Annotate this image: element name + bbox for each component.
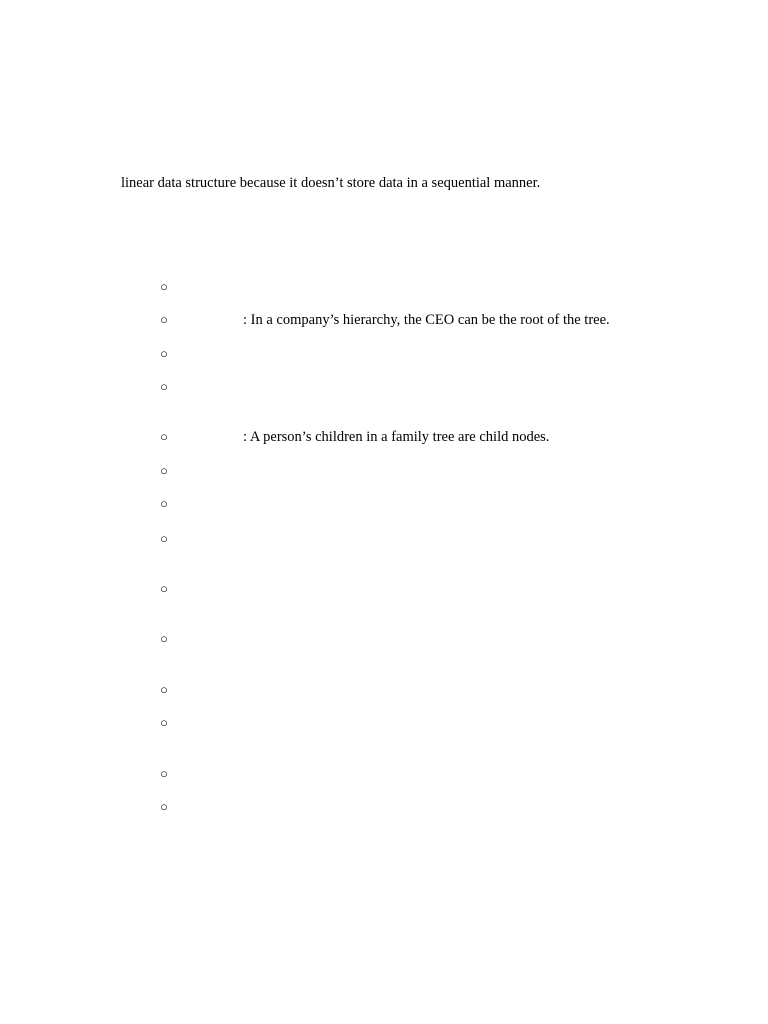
bullet-circle-icon: ○ <box>160 715 168 730</box>
list-item-text: : In a company’s hierarchy, the CEO can be the root of the tree. <box>243 312 610 328</box>
bullet-circle-icon: ○ <box>160 581 168 596</box>
list-item <box>160 463 170 479</box>
bullet-circle-icon: ○ <box>160 312 168 327</box>
bullet-circle-icon: ○ <box>160 279 168 294</box>
bullet-circle-icon: ○ <box>160 682 168 697</box>
list-item <box>160 279 170 295</box>
bullet-circle-icon: ○ <box>160 379 168 394</box>
bullet-circle-icon: ○ <box>160 531 168 546</box>
list-item-text: : A person’s children in a family tree are child nodes. <box>243 429 550 445</box>
bullet-circle-icon: ○ <box>160 496 168 511</box>
bullet-circle-icon: ○ <box>160 346 168 361</box>
list-item <box>160 531 170 547</box>
list-item <box>160 581 170 597</box>
list-item <box>160 312 610 328</box>
bullet-circle-icon: ○ <box>160 766 168 781</box>
list-item <box>160 346 170 362</box>
list-item <box>160 766 170 782</box>
list-item <box>160 631 170 647</box>
bullet-circle-icon: ○ <box>160 631 168 646</box>
list-item <box>160 715 170 731</box>
bullet-circle-icon: ○ <box>160 429 168 444</box>
bullet-circle-icon: ○ <box>160 463 168 478</box>
list-item <box>160 682 170 698</box>
list-item <box>160 379 170 395</box>
body-paragraph: linear data structure because it doesn’t store data in a sequential manner. <box>121 175 541 191</box>
bullet-circle-icon: ○ <box>160 799 168 814</box>
list-item <box>160 799 170 815</box>
list-item <box>160 429 550 445</box>
list-item <box>160 496 170 512</box>
